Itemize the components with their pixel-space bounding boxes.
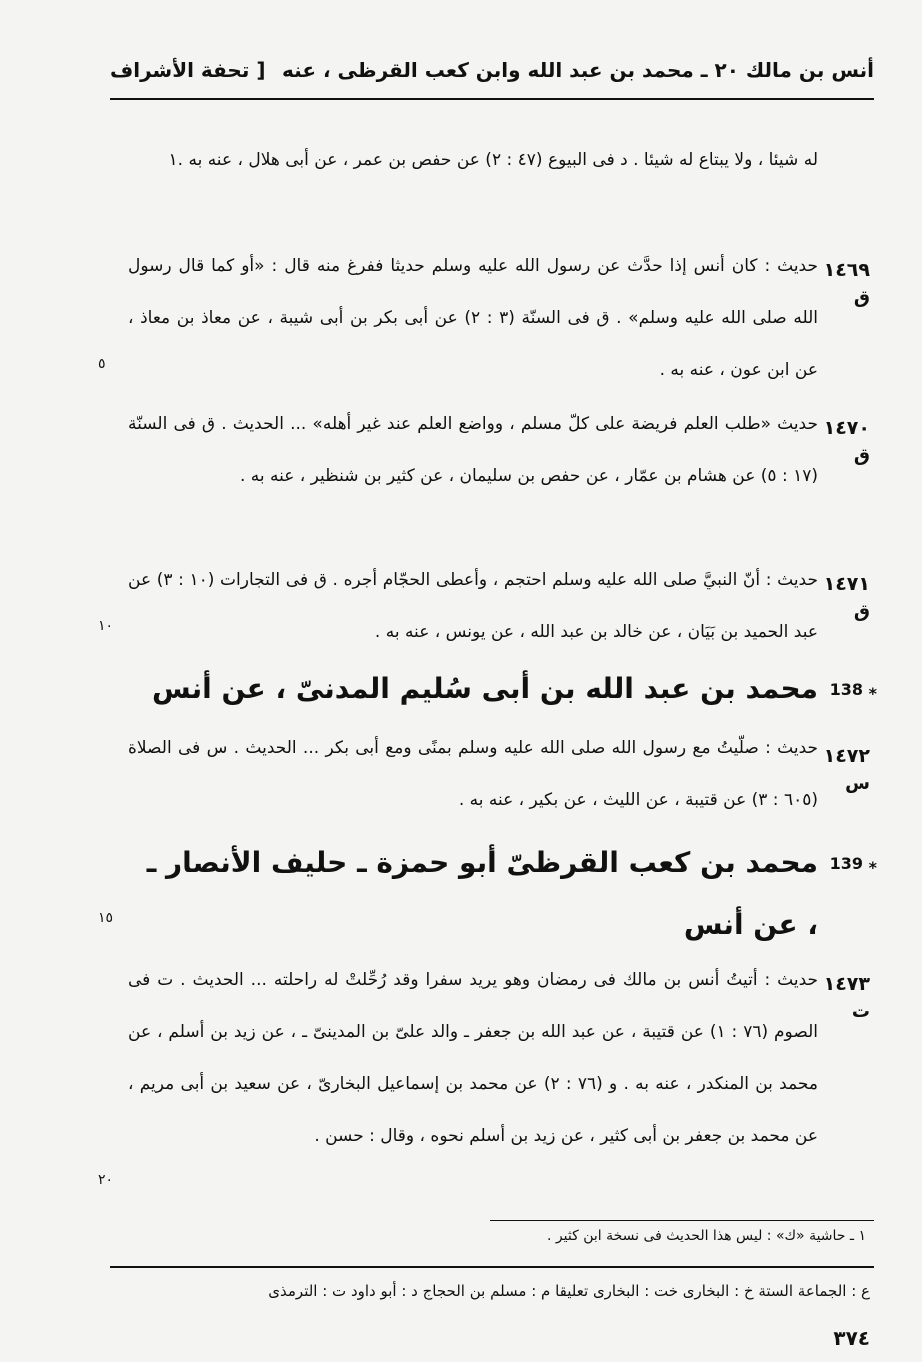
margin-line-number: ١٥ [98,910,114,926]
biography-heading-139: محمد بن كعب القرظىّ أبو حمزة ـ حليف الأنصار ـ ، عن أنس [146,846,818,941]
source-code: س [845,773,870,794]
source-code: ق [853,601,870,622]
biography-heading-138: محمد بن عبد الله بن أبى سُليم المدنىّ ، عن أنس [152,672,818,705]
page-header [110,52,874,96]
page-number: ٣٧٤ [833,1326,870,1350]
source-code: ت [851,1001,870,1022]
source-code: ق [853,287,870,308]
footnote: ١ ـ حاشية «ك» : ليس هذا الحديث فى نسخة ابن كثير . [547,1228,866,1244]
entry-number: ١٤٧٢ [823,745,870,767]
entry-number: ١٤٦٩ [823,259,870,281]
entry-1470: حديث «طلب العلم فريضة على كلّ مسلم ، وواضع العلم عند غير أهله» ... الحديث . ق فى السنّة (١٧ : ٥) عن هشام بن عمّار ، عن حفص بن سليمان ، عن كثير بن شنظير ، عنه به . [128,414,818,486]
entry-1471: حديث : أنّ النبيَّ صلى الله عليه وسلم احتجم ، وأعطى الحجّام أجره . ق فى التجارات (١٠ : ٣) عن عبد الحميد بن بَيَان ، عن خالد بن عبد الله ، عن يونس ، عنه به . [128,570,818,642]
abbreviation-legend: ع : الجماعة الستة خ : البخارى خت : البخارى تعليقا م : مسلم بن الحجاج د : أبو داود ت : الترمذى [268,1282,870,1300]
running-title: أنس بن مالك ٢٠ ـ محمد بن عبد الله وابن كعب القرظى ، عنه [282,58,874,82]
header-rule [110,98,874,100]
footnote-rule [490,1220,874,1221]
legend-rule [110,1266,874,1268]
biography-number-138: 138 ⁎ [829,680,877,699]
entry-continuation: له شيئا ، ولا يبتاع له شيئا . د فى البيوع (٤٧ : ٢) عن حفص بن عمر ، عن أبى هلال ، عنه به .١ [168,150,818,170]
margin-line-number: ٥ [98,356,106,372]
entry-number: ١٤٧١ [823,573,870,595]
entry-number: ١٤٧٠ [823,417,870,439]
margin-line-number: ١٠ [98,618,114,634]
entry-1469: حديث : كان أنس إذا حدَّث عن رسول الله عليه وسلم حديثا ففرغ منه قال : «أو كما قال رسول الله صلى الله عليه وسلم» . ق فى السنّة (٣ : ٢) عن أبى بكر بن أبى شيبة ، عن معاذ بن معاذ ، عن ابن عون ، عنه به . [128,256,818,380]
source-code: ق [853,445,870,466]
margin-line-number: ٢٠ [98,1172,114,1188]
entry-number: ١٤٧٣ [823,973,870,995]
entry-1473: حديث : أتيتُ أنس بن مالك فى رمضان وهو يريد سفرا وقد رُحِّلتْ له راحلته ... الحديث . ت فى الصوم (٧٦ : ١) عن قتيبة ، عن عبد الله بن جعفر ـ والد علىّ بن المدينىّ ـ ، عن زيد بن أسلم ، عن محمد بن المنكدر ، عنه به . و (٧٦ : ٢) عن محمد بن إسماعيل البخارىّ ، عن سعيد بن أبى مريم ، عن محمد بن جعفر بن أبى كثير ، عن زيد بن أسلم نحوه ، وقال : حسن . [128,970,818,1146]
book-title: [ تحفة الأشراف [110,58,266,82]
entry-1472: حديث : صلّيتُ مع رسول الله صلى الله عليه وسلم بمنًى ومع أبى بكر ... الحديث . س فى الصلاة (٦٠٥ : ٣) عن قتيبة ، عن الليث ، عن بكير ، عنه به . [128,738,818,810]
biography-number-139: 139 ⁎ [829,854,877,873]
